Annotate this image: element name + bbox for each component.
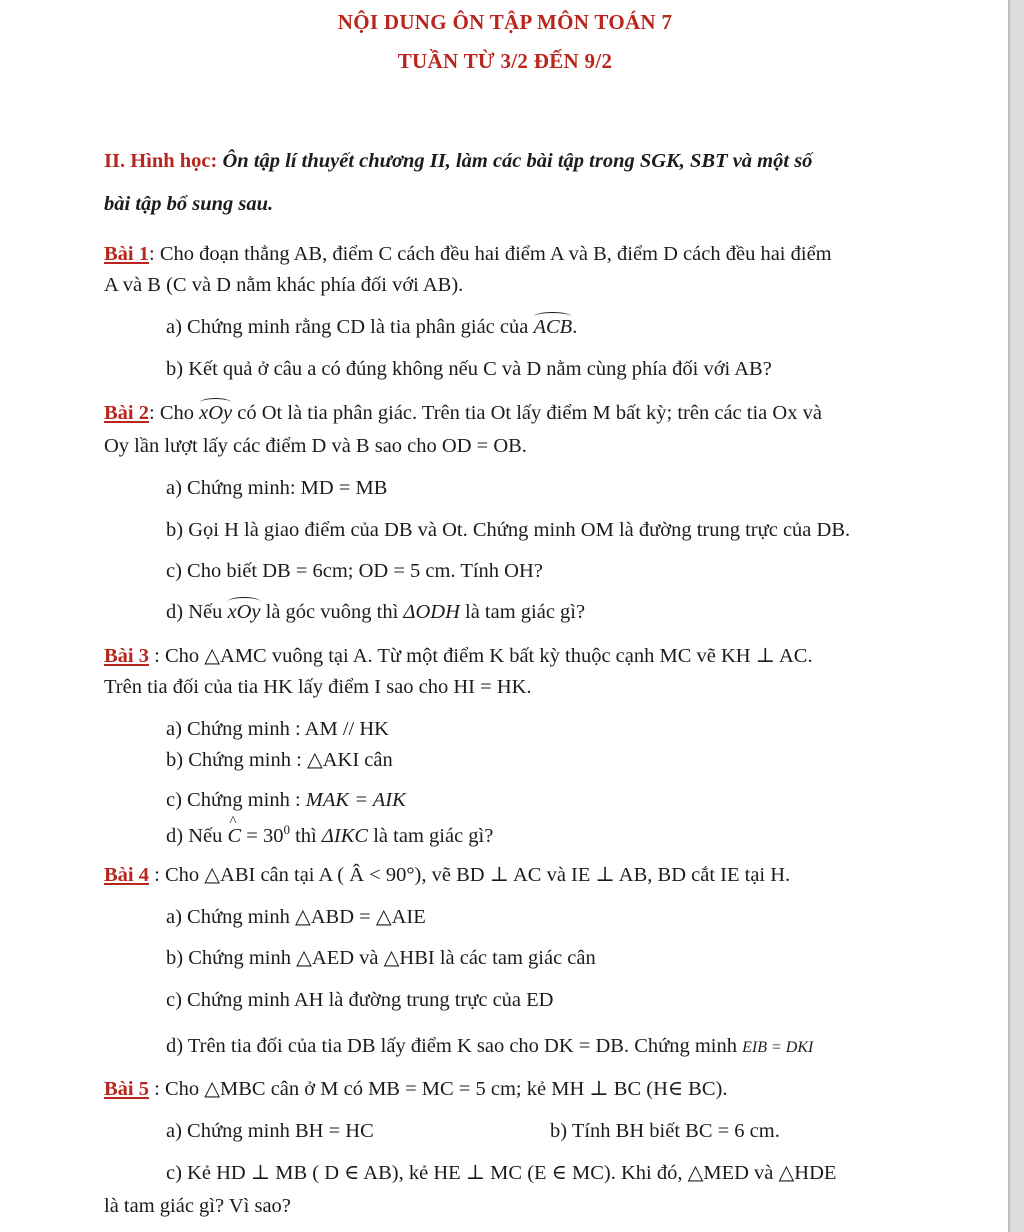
exercise-3-text1: : Cho △AMC vuông tại A. Từ một điểm K bất kỳ thuộc cạnh MC vẽ KH ⊥ AC. [149,645,813,667]
exercise-4-label: Bài 4 [104,864,149,886]
exercise-3-line2: Trên tia đối của tia HK lấy điểm I sao cho HI = HK. [104,676,532,698]
section-heading [104,151,812,172]
document-title: NỘI DUNG ÔN TẬP MÔN TOÁN 7 [337,10,673,34]
angle-xoy-2: xOy [227,601,261,623]
exercise-4-line1 [104,865,790,886]
exercise-5-part-b: b) Tính BH biết BC = 6 cm. [550,1120,780,1142]
exercise-5-part-c-line2: là tam giác gì? Vì sao? [104,1195,291,1217]
exercise-3-label: Bài 3 [104,645,149,667]
exercise-3-part-c [166,790,406,811]
exercise-3-part-b: b) Chứng minh : △AKI cân [166,749,393,771]
exercise-3-part-d [166,823,493,846]
exercise-3-c-pre: c) Chứng minh : [166,789,306,811]
angle-c-hat: ^ C [227,826,241,847]
page-edge [1010,0,1024,1232]
document-subtitle: TUẦN TỪ 3/2 ĐẾN 9/2 [397,49,613,73]
exercise-2-d-pre: d) Nếu [166,601,228,623]
exercise-2-d-mid: là góc vuông thì [260,601,404,623]
exercise-3-part-a: a) Chứng minh : AM // HK [166,718,389,740]
exercise-3-line1 [104,646,813,667]
exercise-1-label: Bài 1 [104,243,149,265]
exercise-2-part-b: b) Gọi H là giao điểm của DB và Ot. Chứng minh OM là đường trung trực của DB. [166,519,851,541]
exercise-2-part-a: a) Chứng minh: MD = MB [166,477,388,499]
angle-xoy: xOy [199,402,233,424]
section-text-line1: Ôn tập lí thuyết chương II, làm các bài tập trong SGK, SBT và một số [222,150,813,172]
triangle-ikc: ΔIKC [321,824,369,847]
exercise-1-a-text: a) Chứng minh rằng CD là tia phân giác của [166,316,534,338]
exercise-5-text1: : Cho △MBC cân ở M có MB = MC = 5 cm; kẻ MH ⊥ BC (H∈ BC). [149,1078,728,1100]
section-text-line2: bài tập bổ sung sau. [104,193,274,215]
exercise-1-text1: : Cho đoạn thẳng AB, điểm C cách đều hai điểm A và B, điểm D cách đều hai điểm [149,243,832,265]
exercise-4-part-a: a) Chứng minh △ABD = △AIE [166,906,426,928]
exercise-1-part-a [166,317,577,338]
exercise-5-part-c-line1: c) Kẻ HD ⊥ MB ( D ∈ AB), kẻ HE ⊥ MC (E ∈ MC). Khi đó, △MED và △HDE [166,1162,837,1184]
exercise-1-part-b: b) Kết quả ở câu a có đúng không nếu C và D nằm cùng phía đối với AB? [166,358,772,380]
angle-acb: ACB [533,316,573,338]
exercise-2-label: Bài 2 [104,402,149,424]
exercise-3-d-post: là tam giác gì? [368,824,494,847]
exercise-3-c-expr: MAK = AIK [305,789,406,811]
exercise-4-part-c: c) Chứng minh AH là đường trung trực của ED [166,989,554,1011]
exercise-2-part-c: c) Cho biết DB = 6cm; OD = 5 cm. Tính OH? [166,560,543,582]
exercise-4-d-pre: d) Trên tia đối của tia DB lấy điểm K sao cho DK = DB. Chứng minh [166,1035,743,1057]
section-text-line2-row [104,194,273,215]
exercise-2-line1 [104,403,822,424]
exercise-1-line2: A và B (C và D nằm khác phía đối với AB). [104,274,464,296]
exercise-4-d-expr: EIB = DKI [742,1039,814,1056]
exercise-3-d-pre: d) Nếu [166,824,228,847]
degree-sup: 0 [283,822,290,837]
exercise-5-label: Bài 5 [104,1078,149,1100]
exercise-1-a-end: . [572,316,578,338]
exercise-2-part-d [166,602,585,623]
exercise-4-text1: : Cho △ABI cân tại A ( Â < 90°), vẽ BD ⊥ AC và IE ⊥ AB, BD cắt IE tại H. [149,864,791,886]
triangle-odh: ΔODH [403,601,460,623]
exercise-2-line2: Oy lần lượt lấy các điểm D và B sao cho OD = OB. [104,435,527,457]
exercise-1-line1 [104,244,832,265]
exercise-2-text-post: có Ot là tia phân giác. Trên tia Ot lấy điểm M bất kỳ; trên các tia Ox và [232,402,822,424]
exercise-3-d-mid: = 30 [241,824,284,847]
exercise-2-d-post: là tam giác gì? [459,601,586,623]
exercise-3-d-then: thì [289,824,322,847]
section-label: II. Hình học: [104,150,218,172]
exercise-2-text-pre: : Cho [149,402,200,424]
exercise-5-line1 [104,1079,727,1100]
exercise-5-part-a: a) Chứng minh BH = HC [166,1120,374,1142]
exercise-4-part-b: b) Chứng minh △AED và △HBI là các tam giác cân [166,947,596,969]
exercise-4-part-d [166,1036,813,1057]
